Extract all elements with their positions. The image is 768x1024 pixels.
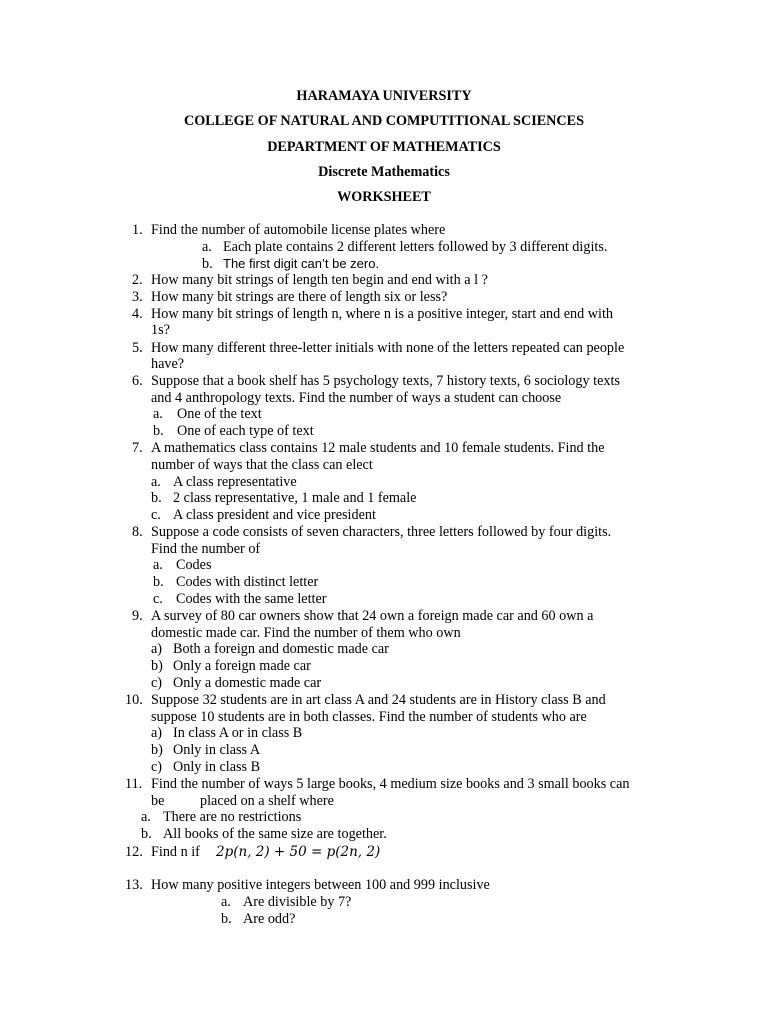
q10-number: 10. bbox=[125, 692, 143, 708]
q8-a-text: Codes bbox=[176, 557, 212, 573]
q13-b-text: Are odd? bbox=[243, 911, 296, 927]
q12-number: 12. bbox=[125, 844, 143, 860]
q1-a-label: a. bbox=[202, 239, 212, 255]
q8-a-label: a. bbox=[153, 557, 163, 573]
q2-number: 2. bbox=[132, 272, 143, 288]
q12-equation: 2p(n, 2) + 50 = p(2n, 2) bbox=[216, 844, 381, 860]
q11-b-text: All books of the same size are together. bbox=[163, 826, 387, 842]
college-name: COLLEGE OF NATURAL AND COMPUTITIONAL SCIENCES bbox=[183, 113, 585, 129]
q11-text: Find the number of ways 5 large books, 4 medium size books and 3 small books can bbox=[151, 776, 630, 792]
q11-b-label: b. bbox=[141, 826, 152, 842]
q7-b-label: b. bbox=[151, 490, 162, 506]
q8-text-cont: Find the number of bbox=[151, 541, 261, 557]
q7-text-cont: number of ways that the class can elect bbox=[151, 457, 373, 473]
q13-a-label: a. bbox=[221, 894, 231, 910]
q6-a-text: One of the text bbox=[177, 406, 262, 422]
q9-b-label: b) bbox=[151, 658, 163, 674]
course-name: Discrete Mathematics bbox=[318, 164, 450, 180]
q8-b-text: Codes with distinct letter bbox=[176, 574, 319, 590]
q9-number: 9. bbox=[132, 608, 143, 624]
q1-b-label: b. bbox=[202, 256, 213, 272]
q9-a-text: Both a foreign and domestic made car bbox=[173, 641, 389, 657]
q8-c-label: c. bbox=[153, 591, 163, 607]
q4-text-cont: 1s? bbox=[151, 322, 170, 338]
q11-a-label: a. bbox=[141, 809, 151, 825]
q4-number: 4. bbox=[132, 306, 143, 322]
q6-text: Suppose that a book shelf has 5 psychology texts, 7 history texts, 6 sociology texts bbox=[151, 373, 620, 389]
q2-text: How many bit strings of length ten begin and end with a l ? bbox=[151, 272, 488, 288]
q7-c-label: c. bbox=[151, 507, 161, 523]
q1-b-text: The first digit can’t be zero. bbox=[223, 256, 380, 271]
q10-text: Suppose 32 students are in art class A and 24 students are in History class B and bbox=[151, 692, 606, 708]
q1-text: Find the number of automobile license plates where bbox=[151, 222, 446, 238]
q4-text: How many bit strings of length n, where n is a positive integer, start and end with bbox=[151, 306, 614, 322]
q9-a-label: a) bbox=[151, 641, 163, 657]
university-name: HARAMAYA UNIVERSITY bbox=[296, 88, 472, 104]
q13-text: How many positive integers between 100 and 999 inclusive bbox=[151, 877, 490, 893]
q9-text-cont: domestic made car. Find the number of them who own bbox=[151, 625, 461, 641]
q6-number: 6. bbox=[132, 373, 143, 389]
q11-text-be: be bbox=[151, 793, 165, 809]
q5-text-cont: have? bbox=[151, 356, 185, 372]
q10-text-cont: suppose 10 students are in both classes. Find the number of students who are bbox=[151, 709, 587, 725]
q7-text: A mathematics class contains 12 male students and 10 female students. Find the bbox=[151, 440, 605, 456]
q7-c-text: A class president and vice president bbox=[173, 507, 376, 523]
q10-c-text: Only in class B bbox=[173, 759, 261, 775]
q3-text: How many bit strings are there of length six or less? bbox=[151, 289, 448, 305]
q11-a-text: There are no restrictions bbox=[163, 809, 302, 825]
q1-a-text: Each plate contains 2 different letters followed by 3 different digits. bbox=[223, 239, 608, 255]
q3-number: 3. bbox=[132, 289, 143, 305]
q9-b-text: Only a foreign made car bbox=[173, 658, 311, 674]
worksheet-title: WORKSHEET bbox=[337, 189, 431, 205]
q10-a-label: a) bbox=[151, 725, 163, 741]
q10-b-label: b) bbox=[151, 742, 163, 758]
q10-b-text: Only in class A bbox=[173, 742, 261, 758]
q13-a-text: Are divisible by 7? bbox=[243, 894, 352, 910]
q9-c-text: Only a domestic made car bbox=[173, 675, 322, 691]
q8-text: Suppose a code consists of seven characters, three letters followed by four digits. bbox=[151, 524, 612, 540]
q6-text-cont: and 4 anthropology texts. Find the number of ways a student can choose bbox=[151, 390, 562, 406]
q1-number: 1. bbox=[132, 222, 143, 238]
q9-c-label: c) bbox=[151, 675, 163, 691]
q11-text-cont: placed on a shelf where bbox=[200, 793, 334, 809]
q11-number: 11. bbox=[125, 776, 143, 792]
q7-a-text: A class representative bbox=[173, 474, 297, 490]
q12-text: Find n if bbox=[151, 844, 200, 860]
q8-b-label: b. bbox=[153, 574, 164, 590]
q5-number: 5. bbox=[132, 340, 143, 356]
q8-number: 8. bbox=[132, 524, 143, 540]
q6-a-label: a. bbox=[153, 406, 163, 422]
q10-a-text: In class A or in class B bbox=[173, 725, 303, 741]
q13-b-label: b. bbox=[221, 911, 232, 927]
q8-c-text: Codes with the same letter bbox=[176, 591, 327, 607]
q13-number: 13. bbox=[125, 877, 143, 893]
q6-b-text: One of each type of text bbox=[177, 423, 314, 439]
q7-a-label: a. bbox=[151, 474, 161, 490]
q9-text: A survey of 80 car owners show that 24 own a foreign made car and 60 own a bbox=[151, 608, 594, 624]
q7-b-text: 2 class representative, 1 male and 1 female bbox=[173, 490, 417, 506]
q10-c-label: c) bbox=[151, 759, 163, 775]
q6-b-label: b. bbox=[153, 423, 164, 439]
q5-text: How many different three-letter initials with none of the letters repeated can people bbox=[151, 340, 625, 356]
q7-number: 7. bbox=[132, 440, 143, 456]
department-name: DEPARTMENT OF MATHEMATICS bbox=[267, 139, 501, 155]
